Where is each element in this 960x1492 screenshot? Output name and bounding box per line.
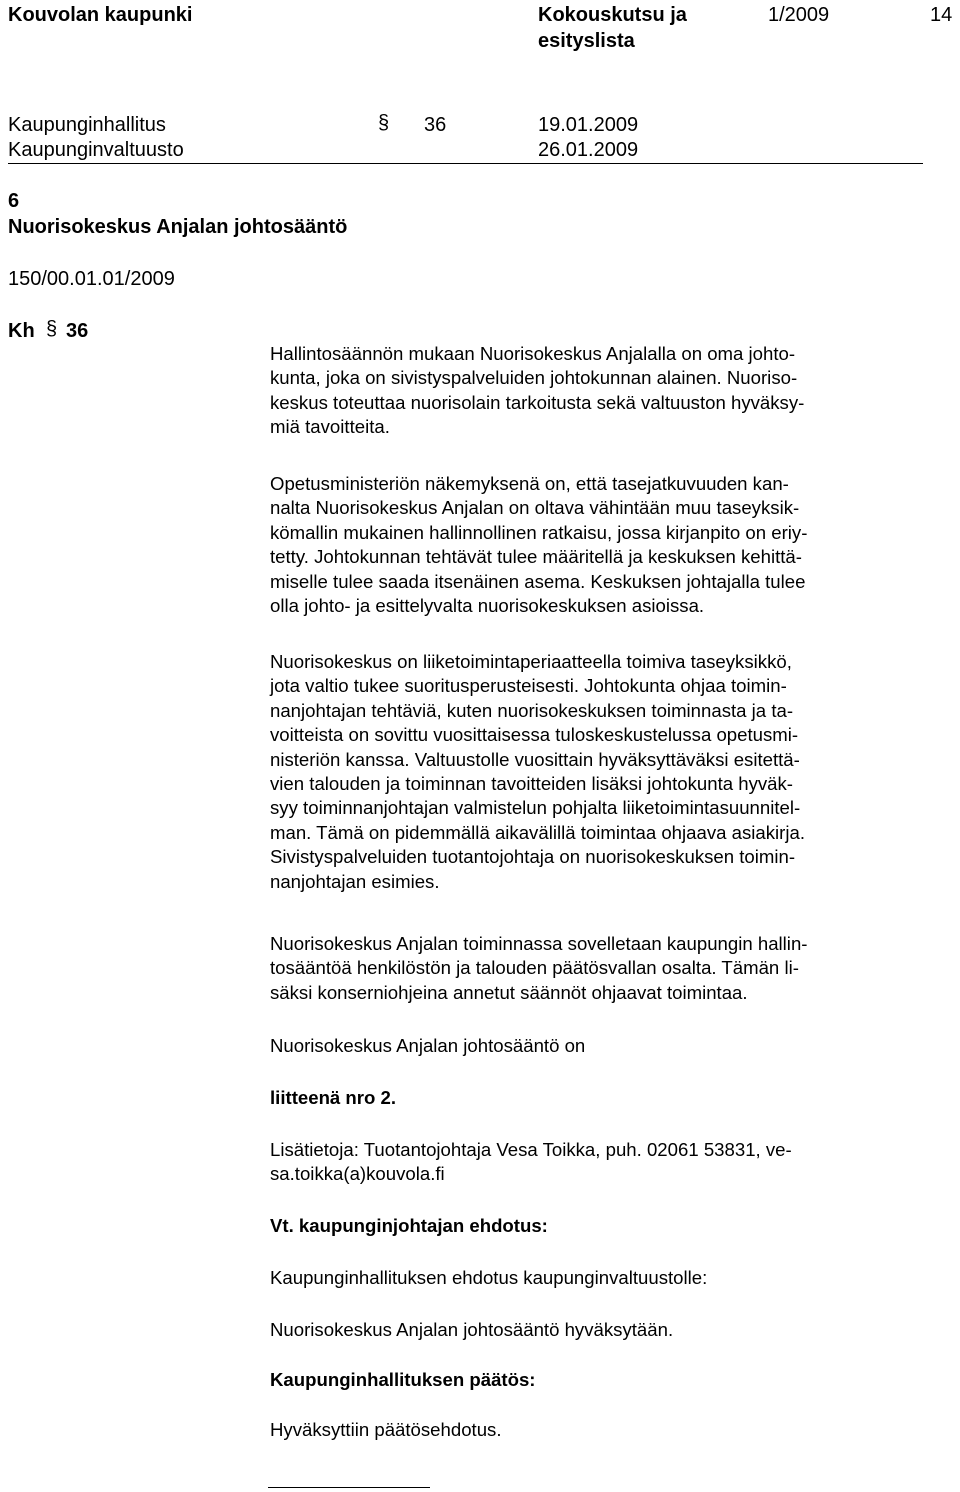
document-type-line1: Kokouskutsu ja [538, 4, 687, 26]
page-number: 14 [930, 4, 953, 26]
text-line: säksi konserniohjeina annetut säännöt ohjaavat toimintaa. [270, 981, 748, 1003]
header-divider [8, 163, 923, 164]
attachment-intro: Nuorisokeskus Anjalan johtosääntö on [270, 1035, 586, 1056]
paragraph-sign-icon: § [378, 112, 390, 134]
body-name: Kaupunginhallitus [8, 114, 166, 136]
text-line: keskus toteuttaa nuorisolain tarkoitusta sekä valtuuston hyväksy- [270, 391, 805, 413]
text-line: nanjohtajan esimies. [270, 870, 440, 892]
text-line: tosääntöä henkilöstön ja talouden päätösvallan osalta. Tämän li- [270, 957, 799, 979]
paragraph [270, 472, 910, 618]
text-line: Hallintosäännön mukaan Nuorisokeskus Anjalalla on oma johto- [270, 343, 796, 364]
attachment-reference: liitteenä nro 2. [270, 1087, 397, 1108]
decision-text: Hyväksyttiin päätösehdotus. [270, 1419, 502, 1440]
paragraph [270, 342, 910, 440]
body-name: Kaupunginvaltuusto [8, 139, 184, 161]
text-line: Opetusministeriön näkemyksenä on, että tasejatkuvuuden kan- [270, 473, 789, 494]
organization-name: Kouvolan kaupunki [8, 4, 193, 26]
text-line: nisteriön kanssa. Valtuustolle vuosittain hyväksyttäväksi esitettä- [270, 748, 800, 770]
text-line: tetty. Johtokunnan tehtävät tulee määritellä ja keskuksen kehittä- [270, 546, 802, 568]
issue-number: 1/2009 [768, 4, 830, 26]
text-line: vien talouden ja toiminnan tavoitteiden lisäksi johtokunta hyväk- [270, 773, 794, 795]
paragraph [270, 932, 910, 1005]
text-line: miä tavoitteita. [270, 416, 390, 438]
text-line: olla johto- ja esittelyvalta nuorisokeskuksen asioissa. [270, 595, 705, 617]
text-line: nanjohtajan tehtäviä, kuten nuorisokeskuksen toiminnasta ja ta- [270, 699, 794, 721]
text-line: syy toiminnanjohtajan valmistelun pohjalta liiketoimintasuunnitel- [270, 797, 801, 819]
text-line: miselle tulee saada itsenäinen asema. Keskuksen johtajalla tulee [270, 570, 806, 592]
decision-heading: Kaupunginhallituksen päätös: [270, 1369, 536, 1390]
paragraph-number: 36 [424, 114, 447, 136]
signature-line [268, 1487, 430, 1488]
paragraph-sign-icon: § [46, 318, 58, 340]
diary-number: 150/00.01.01/2009 [8, 268, 175, 290]
text-line: nalta Nuorisokeskus Anjalan on oltava vähintään muu taseyksik- [270, 497, 800, 519]
section-title: Nuorisokeskus Anjalan johtosääntö [8, 216, 348, 238]
kh-label: Kh [8, 320, 35, 342]
text-line: kömallin mukainen hallinnollinen ratkaisu, jossa kirjanpito on eriy- [270, 521, 808, 543]
proposal-text: Kaupunginhallituksen ehdotus kaupunginvaltuustolle: [270, 1267, 708, 1288]
text-line: man. Tämä on pidemmällä aikavälillä toimintaa ohjaava asiakirja. [270, 821, 806, 843]
text-line: jota valtio tukee suoritusperusteisesti. Johtokunta ohjaa toimin- [270, 675, 787, 697]
paragraph [270, 650, 910, 894]
contact-info [270, 1138, 910, 1187]
text-line: sa.toikka(a)kouvola.fi [270, 1163, 445, 1185]
meeting-date: 26.01.2009 [538, 139, 639, 161]
proposal-resolution: Nuorisokeskus Anjalan johtosääntö hyväksytään. [270, 1319, 674, 1340]
proposal-heading: Vt. kaupunginjohtajan ehdotus: [270, 1215, 548, 1236]
section-number: 6 [8, 190, 20, 212]
meeting-date: 19.01.2009 [538, 114, 639, 136]
text-line: kunta, joka on sivistyspalveluiden johtokunnan alainen. Nuoriso- [270, 367, 798, 389]
text-line: Nuorisokeskus on liiketoimintaperiaatteella toimiva taseyksikkö, [270, 651, 792, 672]
text-line: voitteista on sovittu vuosittaisessa tuloskeskustelussa opetusmi- [270, 724, 799, 746]
text-line: Sivistyspalveluiden tuotantojohtaja on nuorisokeskuksen toimin- [270, 846, 796, 868]
text-line: Lisätietoja: Tuotantojohtaja Vesa Toikka, puh. 02061 53831, ve- [270, 1139, 792, 1160]
text-line: Nuorisokeskus Anjalan toiminnassa sovelletaan kaupungin hallin- [270, 933, 808, 954]
document-type-line2: esityslista [538, 30, 635, 52]
kh-number: 36 [66, 320, 89, 342]
